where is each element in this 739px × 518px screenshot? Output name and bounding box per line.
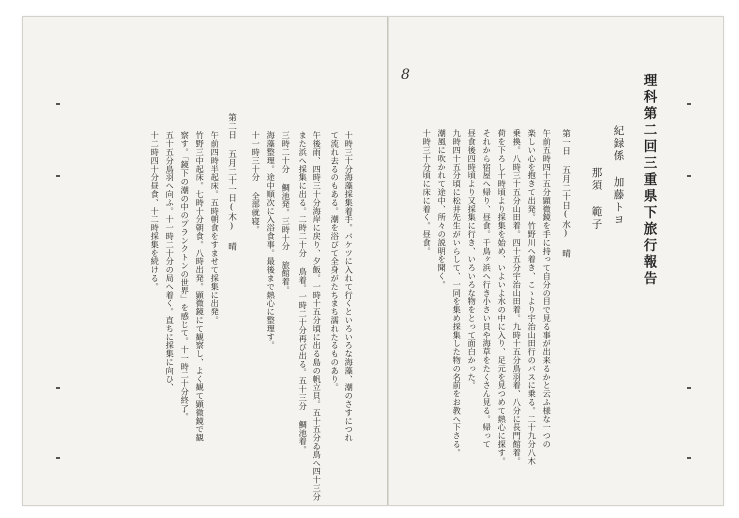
diary-line: 十一時三十分 全部就寝。 [251, 131, 262, 234]
diary-line: 荷を下ろし十時頃より採集を始め、いよいよ水の中に入り、足元を見つめて熱心に探す。 [497, 129, 508, 465]
diary-line: 十二時四十分昼食、十二時採集を続ける。 [150, 131, 161, 291]
day-heading: 第二日 五月二十一日(木) 晴 [226, 113, 237, 251]
binder-hole-mark [687, 103, 691, 105]
day-heading: 第一日 五月二十日(水) 晴 [560, 129, 571, 258]
binder-hole-mark [56, 387, 60, 389]
binder-hole-mark [687, 457, 691, 459]
author-name: 那須 範子 [590, 167, 603, 231]
diary-line: 午前四時半起床。五時朝食をすませて採集に出発。 [210, 131, 221, 325]
diary-line: 三時二十分 鯛池発。三時十分 旅館着。 [281, 131, 292, 295]
diary-line: 五十五分鳥羽へ向ふ。十一時二十分の局へ着く。直ちに採集に向ひ、 [165, 131, 176, 392]
binder-hole-mark [687, 387, 691, 389]
diary-line: また浜へ採集に出る。二時二十分 鳥着。一時二十分再び出る。五十三分 鯛池着。 [298, 131, 309, 454]
diary-line: て流れ去るのもある。潮を浴びて全身がたちまち濡れたるものあり。 [330, 131, 341, 392]
diary-line: それから宿屋へ帰り、昼食。千鳥ヶ浜へ行き小さい貝や海草をたくさん見る。帰って [482, 129, 493, 449]
author-name: 紀録係 加藤トヨ [612, 125, 625, 227]
diary-line: 海藻整理。途中順次に入浴食事。最後まで熱心に整理す。 [266, 131, 277, 350]
binder-hole-mark [56, 457, 60, 459]
diary-line: 十時三十分頃に床に着く。昼食。 [422, 129, 433, 255]
diary-line: 十時三十分海藻採集着手。バケツに入れて行くといろいろな海藻、潮のさすにつれ [344, 131, 355, 442]
diary-line: 潮風に吹かれて途中、所々の説明を聞く。 [437, 129, 448, 289]
diary-line: 昼食後四時頃より又採集に行き、いろいろな物をとって面白かった。 [467, 129, 478, 390]
diary-line: 楽しい心を抱きて出発。竹野川へ着き、こゝより宇治山田行のバスに乗る。二十九分八木 [527, 129, 538, 465]
page-number: 8 [401, 67, 410, 83]
diary-line: 竹野三中起床。七時十分朝食。八時出発。顕微鏡にて観察し、よく観て顕微鏡で観 [195, 131, 206, 442]
diary-line: 察す。「鏡下の潮の中のプランクトンの世界」を感じて。十一時二十分終了。 [180, 131, 191, 421]
diary-line: 午前五時四十五分顕微鏡を手に持って自分の目で見る事が出来るかと云ふ様な一つの [542, 129, 553, 449]
page-gutter [387, 17, 389, 505]
binder-hole-mark [56, 175, 60, 177]
report-title: 理科第二回三重県下旅行報告 [640, 73, 657, 288]
diary-line: 九時四十五分頃に松井先生がいらして、一同を集め採集した物の名前をお教へ下さる。 [452, 129, 463, 457]
diary-line: 乗換。八時三十五分山田着。四十五分宇治山田着。九時十五分鳥羽着、八分に長門館着。 [512, 129, 523, 465]
notebook-spread [22, 16, 724, 506]
binder-hole-mark [687, 175, 691, 177]
binder-hole-mark [56, 103, 60, 105]
diary-line: 午後雨、四時三十分海岸に戻り、夕飯。一時十五分頃に出る島の帆立貝。五十五分ゐ鳥へ四十三分 [312, 131, 323, 501]
